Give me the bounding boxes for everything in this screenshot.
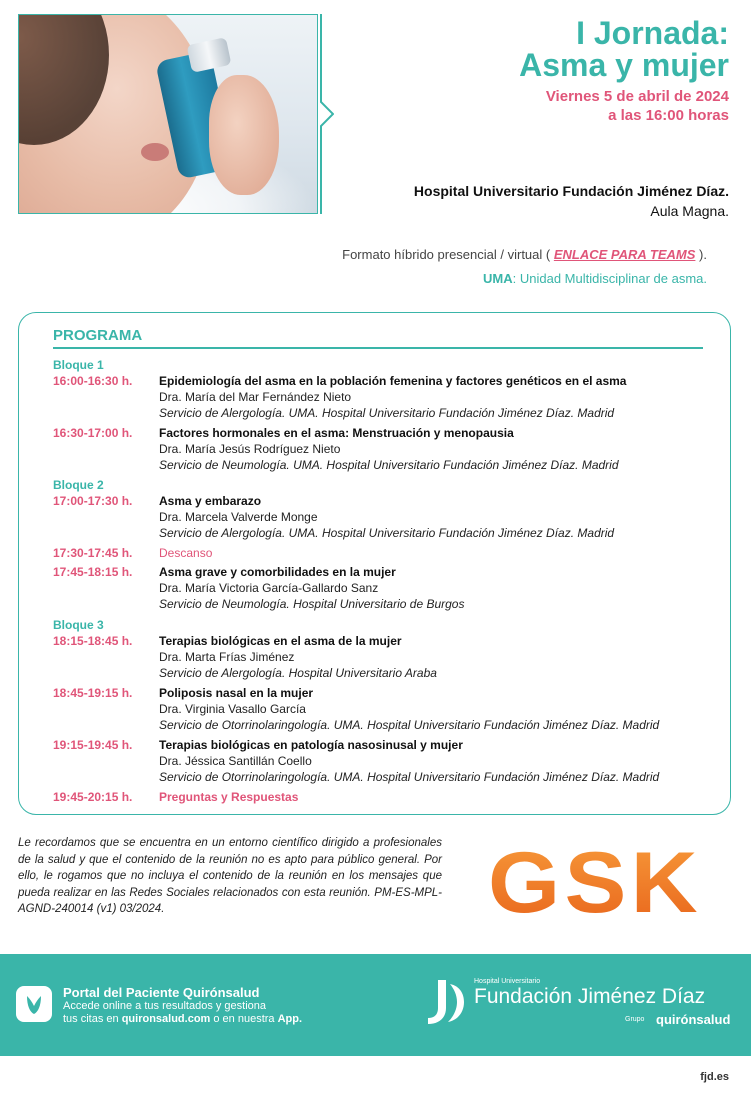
- session-row-4: [53, 564, 713, 612]
- session-service: Servicio de Alergología. UMA. Hospital Universitario Fundación Jiménez Díaz. Madrid: [159, 526, 615, 540]
- format-suffix: ).: [699, 247, 707, 262]
- uma-line: [483, 271, 707, 286]
- fjd-subtitle: Hospital Universitario: [474, 978, 541, 985]
- header-photo: [18, 14, 318, 214]
- website-link[interactable]: fjd.es: [700, 1071, 729, 1083]
- disclaimer-text: Le recordamos que se encuentra en un entorno científico dirigido a profesionales de la salud y que el contenido de la reunión no es apto para público general. Por ello, le rogamos que no incluya el contenido de la reunión en los mensajes que pueda realizar en las Redes Sociales relacionados con esta reunión. PM-ES-MPL-AGND-240014 (v1) 03/2024.: [18, 837, 442, 915]
- session-title: Epidemiología del asma en la población femenina y factores genéticos en el asma: [159, 374, 627, 388]
- photo-lips: [141, 143, 169, 161]
- session-title: Poliposis nasal en la mujer: [159, 686, 314, 700]
- block-label-1: Bloque 1: [53, 358, 104, 372]
- session-time: 18:45-19:15 h.: [53, 686, 133, 700]
- session-row-6: [53, 685, 713, 733]
- program-box: [18, 312, 731, 815]
- quironsalud-logo: quirónsalud: [656, 1012, 731, 1027]
- session-service: Servicio de Neumología. UMA. Hospital Universitario Fundación Jiménez Díaz. Madrid: [159, 458, 619, 472]
- gsk-logo-text: GSK: [488, 840, 702, 920]
- fjd-name: Fundación Jiménez Díaz: [474, 985, 706, 1008]
- fjd-logo-icon: [424, 978, 466, 1026]
- session-speaker: Dra. Jéssica Santillán Coello: [159, 754, 312, 768]
- session-row-5: [53, 633, 713, 681]
- program-divider: [53, 347, 703, 349]
- fjd-grupo: Grupo: [625, 1016, 645, 1023]
- venue-hospital: Hospital Universitario Fundación Jiménez Díaz.: [413, 183, 729, 199]
- uma-desc: : Unidad Multidisciplinar de asma.: [512, 271, 707, 286]
- teams-link[interactable]: ENLACE PARA TEAMS: [553, 247, 696, 262]
- portal-desc-2: [63, 1013, 302, 1025]
- block-label-2: Bloque 2: [53, 478, 104, 492]
- photo-hand: [209, 75, 279, 195]
- program-title: PROGRAMA: [53, 327, 143, 344]
- session-time: 18:15-18:45 h.: [53, 634, 133, 648]
- session-service: Servicio de Neumología. Hospital Universitario de Burgos: [159, 597, 465, 611]
- session-row-2: [53, 425, 713, 473]
- break-label: Descanso: [159, 546, 213, 560]
- venue-room: Aula Magna.: [650, 203, 729, 219]
- uma-abbr: UMA: [483, 271, 513, 286]
- session-row-7: [53, 737, 713, 785]
- footer-bar: [0, 954, 751, 1056]
- session-time: 19:15-19:45 h.: [53, 738, 133, 752]
- session-speaker: Dra. María Victoria García-Gallardo Sanz: [159, 581, 379, 595]
- session-service: Servicio de Otorrinolaringología. UMA. Hospital Universitario Fundación Jiménez Díaz. Madrid: [159, 718, 660, 732]
- session-time: 17:00-17:30 h.: [53, 494, 133, 508]
- format-line: [342, 247, 707, 262]
- qa-label: Preguntas y Respuestas: [159, 790, 299, 804]
- photo-inhaler-cap: [187, 37, 232, 73]
- event-title-line2: Asma y mujer: [519, 47, 729, 83]
- session-service: Servicio de Alergología. UMA. Hospital Universitario Fundación Jiménez Díaz. Madrid: [159, 406, 615, 420]
- session-service: Servicio de Otorrinolaringología. UMA. Hospital Universitario Fundación Jiménez Díaz. Madrid: [159, 770, 660, 784]
- session-speaker: Dra. Virginia Vasallo García: [159, 702, 306, 716]
- session-speaker: Dra. María del Mar Fernández Nieto: [159, 390, 352, 404]
- portal-app-link[interactable]: App.: [277, 1013, 303, 1025]
- portal-site-link[interactable]: quironsalud.com: [121, 1013, 211, 1025]
- session-time: 16:30-17:00 h.: [53, 426, 133, 440]
- session-row-3: [53, 493, 713, 541]
- session-title: Factores hormonales en el asma: Menstruación y menopausia: [159, 426, 514, 440]
- portal-app-icon[interactable]: [16, 986, 52, 1022]
- chevron-right-icon: [320, 14, 334, 214]
- portal-desc-1: Accede online a tus resultados y gestiona: [63, 1000, 267, 1012]
- session-time: 16:00-16:30 h.: [53, 374, 133, 388]
- session-speaker: Dra. Marta Frías Jiménez: [159, 650, 295, 664]
- session-service: Servicio de Alergología. Hospital Universitario Araba: [159, 666, 437, 680]
- event-time: a las 16:00 horas: [608, 107, 729, 124]
- break-time: 17:30-17:45 h.: [53, 546, 133, 560]
- session-title: Terapias biológicas en patología nasosinusal y mujer: [159, 738, 463, 752]
- session-title: Terapias biológicas en el asma de la mujer: [159, 634, 402, 648]
- qa-time: 19:45-20:15 h.: [53, 790, 133, 804]
- portal-desc-2-prefix: tus citas en: [63, 1013, 122, 1025]
- gsk-logo: [486, 840, 704, 920]
- event-title-line1: I Jornada:: [576, 15, 729, 51]
- session-row-1: [53, 373, 713, 421]
- session-speaker: Dra. Marcela Valverde Monge: [159, 510, 318, 524]
- qa-row: [53, 789, 713, 805]
- session-time: 17:45-18:15 h.: [53, 565, 133, 579]
- format-prefix: Formato híbrido presencial / virtual (: [342, 247, 551, 262]
- portal-desc-2-mid: o en nuestra: [210, 1013, 278, 1025]
- event-date: Viernes 5 de abril de 2024: [545, 88, 729, 105]
- session-title: Asma grave y comorbilidades en la mujer: [159, 565, 396, 579]
- session-title: Asma y embarazo: [159, 494, 262, 508]
- block-label-3: Bloque 3: [53, 618, 104, 632]
- break-row: [53, 545, 713, 561]
- portal-title: Portal del Paciente Quirónsalud: [63, 985, 260, 1000]
- session-speaker: Dra. María Jesús Rodríguez Nieto: [159, 442, 341, 456]
